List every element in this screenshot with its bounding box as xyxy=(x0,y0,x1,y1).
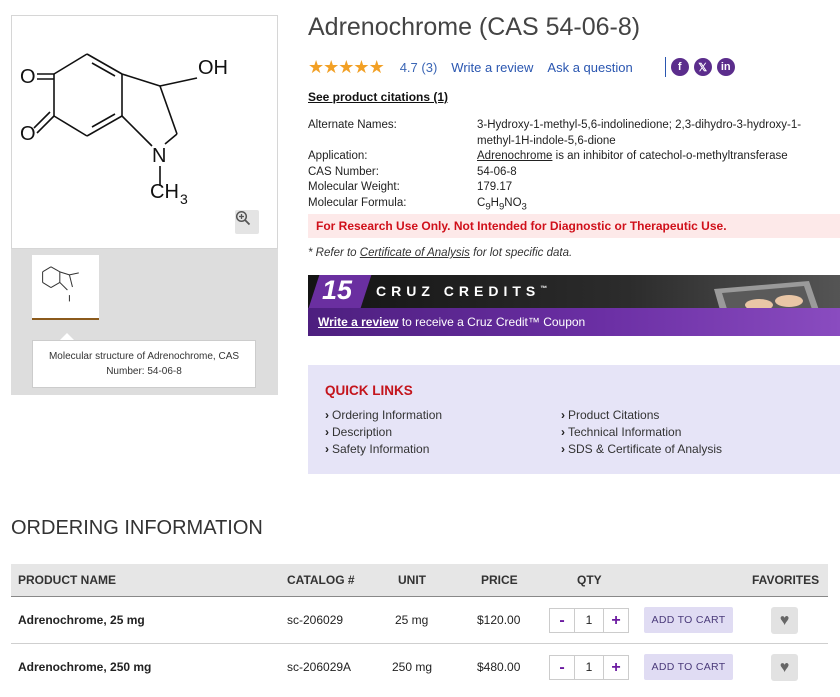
spec-row-application xyxy=(308,149,818,165)
coa-note xyxy=(308,247,572,259)
cruz-credits-banner[interactable] xyxy=(308,275,840,336)
quick-links-panel xyxy=(308,365,840,474)
formula-part: NO xyxy=(504,196,522,209)
quick-link-sds-certificate[interactable]: › SDS & Certificate of Analysis xyxy=(561,442,722,456)
catalog-cell: sc-206029A xyxy=(287,660,352,674)
quantity-input[interactable]: 1 xyxy=(574,656,604,679)
spec-row-cas xyxy=(308,165,818,181)
spec-row-alternate-names xyxy=(308,118,818,149)
banner-write-review-link[interactable]: Write a review xyxy=(318,315,399,329)
quick-link-description[interactable]: › Description xyxy=(325,425,392,439)
add-to-cart-button[interactable]: ADD TO CART xyxy=(644,654,733,680)
coa-note-suffix: for lot specific data. xyxy=(469,247,573,259)
coa-note-prefix: * Refer to xyxy=(308,247,360,259)
spec-label: Application: xyxy=(308,150,368,162)
price-cell: $480.00 xyxy=(477,660,521,674)
formula-part: H xyxy=(490,196,499,209)
column-header: CATALOG # xyxy=(287,573,355,587)
spec-row-molecular-weight xyxy=(308,180,818,196)
ch-label: CH xyxy=(150,181,179,203)
star-icon: ★ xyxy=(323,57,339,77)
table-row xyxy=(11,597,828,644)
spec-table xyxy=(308,118,818,214)
x-icon[interactable]: 𝕏 xyxy=(694,58,712,76)
zoom-in-icon xyxy=(235,210,251,226)
quick-links-title: QUICK LINKS xyxy=(325,383,413,398)
review-count: (3) xyxy=(421,59,438,75)
rating-value[interactable] xyxy=(400,60,438,75)
n-label: N xyxy=(152,145,167,167)
molecular-formula xyxy=(477,196,818,215)
column-header: FAVORITES xyxy=(752,573,820,587)
decrement-button[interactable]: - xyxy=(559,658,565,676)
quick-link-ordering-information[interactable]: › Ordering Information xyxy=(325,408,442,422)
o-label-top: O xyxy=(20,66,36,88)
spec-label: Molecular Formula: xyxy=(308,196,407,209)
trademark: ™ xyxy=(540,285,548,293)
star-icon: ★ xyxy=(308,57,324,77)
application-text: is an inhibitor of catechol-o-methyltransferase xyxy=(552,150,788,162)
quick-link-safety-information[interactable]: › Safety Information xyxy=(325,442,429,456)
product-citations-link[interactable]: See product citations (1) xyxy=(308,90,449,104)
column-header: UNIT xyxy=(398,573,426,587)
oh-label: OH xyxy=(198,57,228,79)
star-icon: ★ xyxy=(338,57,354,77)
ordering-section-title: ORDERING INFORMATION xyxy=(11,517,263,539)
credit-number: 15 xyxy=(322,275,353,305)
zoom-button[interactable] xyxy=(235,210,259,234)
spec-value xyxy=(477,149,818,165)
certificate-of-analysis-link[interactable]: Certificate of Analysis xyxy=(359,247,470,259)
favorite-button[interactable] xyxy=(771,654,798,681)
spec-row-molecular-formula xyxy=(308,196,818,215)
facebook-icon[interactable]: f xyxy=(671,58,689,76)
star-icon: ★ xyxy=(368,57,384,77)
table-row xyxy=(11,644,828,691)
product-name-cell: Adrenochrome, 250 mg xyxy=(18,660,152,674)
quantity-stepper xyxy=(549,655,629,680)
formula-sub: 9 xyxy=(485,200,491,212)
ch3-subscript: 3 xyxy=(180,191,188,207)
thumbnail-image[interactable] xyxy=(32,255,99,320)
heart-icon: ♥ xyxy=(779,611,790,629)
column-header: QTY xyxy=(577,573,602,587)
star-icon: ★ xyxy=(353,57,369,77)
heart-icon: ♥ xyxy=(779,658,790,676)
main-product-image[interactable] xyxy=(11,15,278,249)
add-to-cart-button[interactable]: ADD TO CART xyxy=(644,607,733,633)
catalog-cell: sc-206029 xyxy=(287,613,344,627)
decrement-button[interactable]: - xyxy=(559,611,565,629)
quantity-input[interactable]: 1 xyxy=(574,609,604,632)
application-link[interactable]: Adrenochrome xyxy=(477,150,553,162)
credit-label-text: CRUZ CREDITS xyxy=(376,283,541,299)
image-gallery xyxy=(11,15,278,395)
rating-number: 4.7 xyxy=(399,59,418,75)
image-caption: Molecular structure of Adrenochrome, CAS Number: 54-06-8 xyxy=(32,340,256,388)
banner-text: to receive a Cruz Credit™ Coupon xyxy=(398,315,586,329)
rating-row xyxy=(308,57,735,77)
o-label-bottom: O xyxy=(20,123,36,145)
formula-sub: 3 xyxy=(521,200,527,212)
increment-button[interactable]: + xyxy=(611,658,621,676)
thumbnail-structure xyxy=(32,255,99,318)
unit-cell: 250 mg xyxy=(392,660,433,674)
spec-label: Alternate Names: xyxy=(308,119,397,131)
spec-label: CAS Number: xyxy=(308,165,379,178)
star-rating xyxy=(308,58,384,76)
price-cell: $120.00 xyxy=(477,613,521,627)
quantity-stepper xyxy=(549,608,629,633)
quick-link-technical-information[interactable]: › Technical Information xyxy=(561,425,681,439)
spec-value: 54-06-8 xyxy=(477,165,517,178)
formula-part: C xyxy=(477,196,486,209)
unit-cell: 25 mg xyxy=(395,613,429,627)
research-use-warning: For Research Use Only. Not Intended for Diagnostic or Therapeutic Use. xyxy=(308,214,840,238)
linkedin-icon[interactable]: in xyxy=(717,58,735,76)
credit-label xyxy=(376,283,547,299)
favorite-button[interactable] xyxy=(771,607,798,634)
write-review-link[interactable]: Write a review xyxy=(451,59,534,75)
column-header: PRICE xyxy=(481,573,518,587)
spec-value: 179.17 xyxy=(477,181,513,193)
social-divider xyxy=(665,57,666,77)
spec-label: Molecular Weight: xyxy=(308,181,400,193)
formula-sub: 9 xyxy=(498,200,505,212)
page-title: Adrenochrome (CAS 54-06-8) xyxy=(308,13,641,41)
product-name-cell: Adrenochrome, 25 mg xyxy=(18,613,145,627)
column-header: PRODUCT NAME xyxy=(18,573,116,587)
spec-value: 3-Hydroxy-1-methyl-5,6-indolinedione; 2,3-dihydro-3-hydroxy-1-methyl-1H-indole-5,6-dione xyxy=(477,119,802,147)
ordering-table-header xyxy=(11,564,828,597)
increment-button[interactable]: + xyxy=(611,611,621,629)
quick-link-product-citations[interactable]: › Product Citations xyxy=(561,408,659,422)
banner-bottom xyxy=(308,308,840,336)
ask-question-link[interactable]: Ask a question xyxy=(547,59,633,75)
